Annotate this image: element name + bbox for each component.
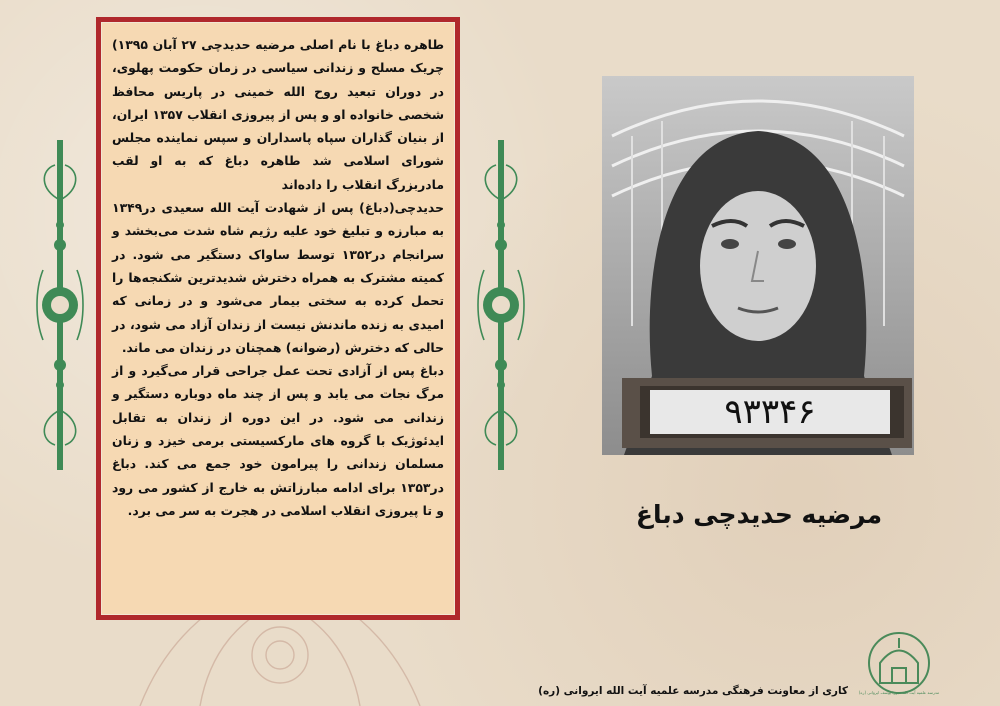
seminary-logo-icon xyxy=(858,628,940,698)
right-ornament xyxy=(476,140,526,470)
credit-line: کاری از معاونت فرهنگی مدرسه علمیه آیت الله ایروانی (ره) xyxy=(538,685,848,697)
left-ornament xyxy=(35,140,85,470)
paragraph-2: حدیدچی(دباغ) پس از شهادت آیت الله سعیدی در۱۳۴۹ به مبارزه و تبلیغ خود علیه رژیم شاه شدت می‌بخشد و سرانجام در۱۳۵۲ توسط ساواک دستگیر می شود. در کمیته مشترک به همراه دخترش شدیدترین شکنجه‌ها را تحمل کرده به سختی بیمار می‌شود و در زمانی که امیدی به زنده ماندنش نیست از زندان آزاد می شود، در حالی که دخترش (رضوانه) همچنان در زندان می ماند. xyxy=(112,200,444,355)
biography-panel xyxy=(96,17,460,620)
portrait-photo xyxy=(602,76,914,455)
prisoner-number-placard: ۹۳۳۴۶ xyxy=(650,390,890,434)
person-name: مرضیه حدیدچی دباغ xyxy=(635,500,883,529)
biography-text xyxy=(101,22,455,615)
logo-text: مدرسه علمیه آیت الله میرزا یوسف ایروانی (ره) xyxy=(858,690,940,695)
paragraph-1: طاهره دباغ با نام اصلی مرضیه حدیدچی ۲۷ آبان ۱۳۹۵) چریک مسلح و زندانی سیاسی در زمان حکومت پهلوی، در دوران تبعید روح الله خمینی در پاریس محافظ شخصی خانواده او و پس از پیروزی انقلاب ۱۳۵۷ ایران، از بنیان گذاران سپاه پاسداران و سپس نماینده مجلس شورای اسلامی شد طاهره دباغ که به او لقب مادربزرگ انقلاب را داده‌اند xyxy=(112,37,445,192)
paragraph-3: دباغ پس از آزادی تحت عمل جراحی قرار می‌گیرد و از مرگ نجات می یابد و پس از چند ماه دوباره دستگیر و زندانی می شود. در این دوره از زندان به تقابل ایدئوژیک با گروه های مارکسیستی برمی خیزد و زنان مسلمان زندانی را پیرامون خود جمع می کند. دباغ در۱۳۵۳ برای ادامه مبارزاتش به خارج از کشور می رود و تا پیروزی انقلاب اسلامی در هجرت به سر می برد. xyxy=(112,363,444,518)
